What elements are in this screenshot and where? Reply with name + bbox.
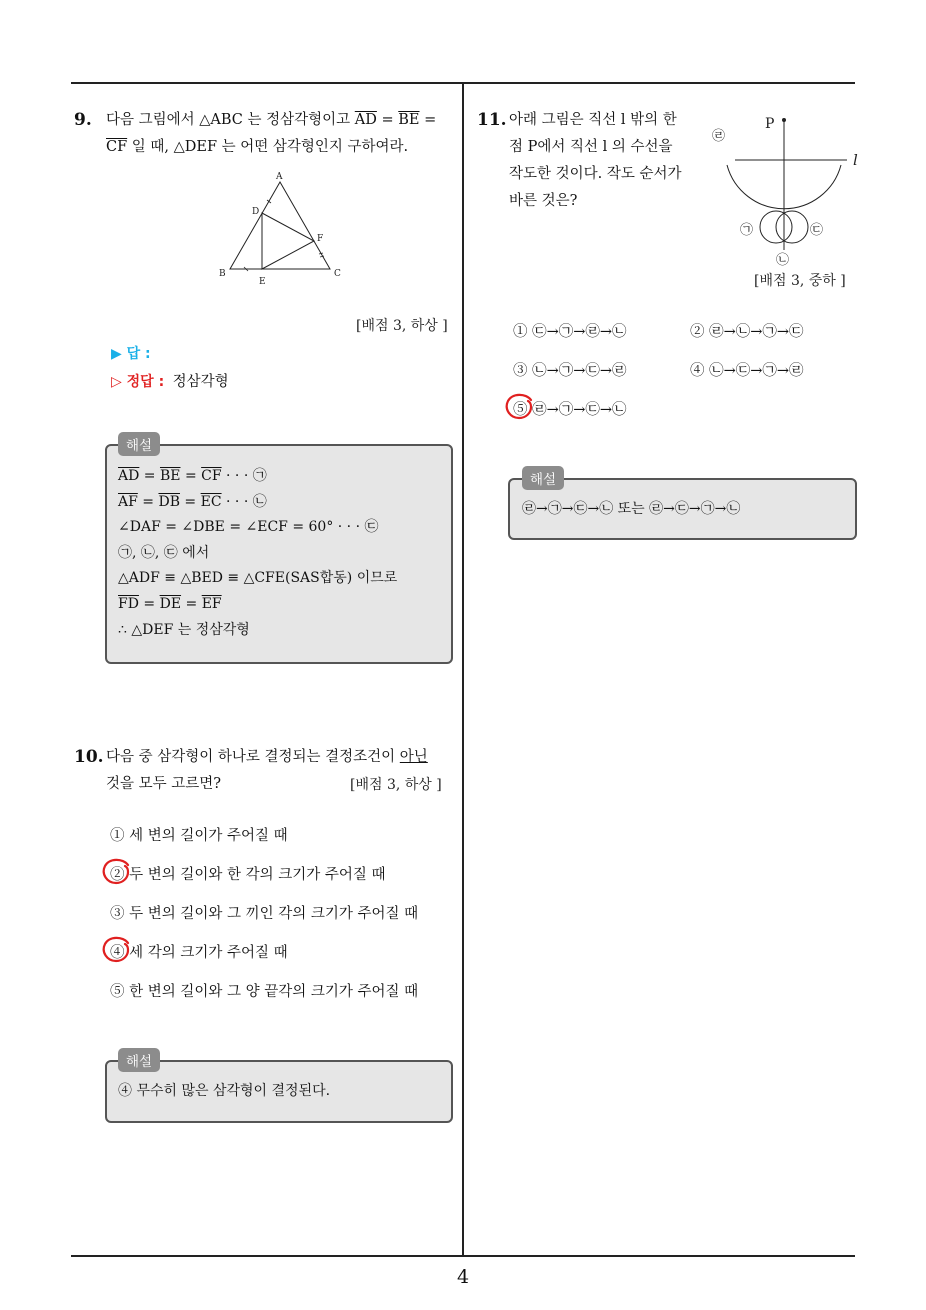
label-circled-4: ㉣ <box>712 129 726 144</box>
label-e: E <box>259 277 266 287</box>
q9-seg-ad: $\overline{AD}$ <box>354 112 377 128</box>
selected-mark-icon <box>101 935 133 965</box>
q10-choice-5[interactable]: ⑤ 한 변의 길이와 그 양 끝각의 크기가 주어질 때 <box>110 984 419 1000</box>
label-p: P <box>765 116 775 132</box>
point-p <box>782 118 786 122</box>
q11-line-2: 점 P에서 직선 l 의 수선을 <box>509 139 673 155</box>
q11-score: [배점 3, 중하 ] <box>754 273 846 289</box>
label-c: C <box>334 269 341 279</box>
q10-choice-1[interactable]: ① 세 변의 길이가 주어질 때 <box>110 828 288 844</box>
triangle-def <box>262 213 314 269</box>
q9-triangle-figure <box>210 168 350 292</box>
q10-number: 10. <box>74 747 104 767</box>
q9-explanation-tab: 해설 <box>118 432 160 456</box>
q11-explanation-text: ㉣→㉠→㉢→㉡ 또는 ㉣→㉢→㉠→㉡ <box>522 501 741 517</box>
bottom-rule <box>71 1255 855 1257</box>
q9-question <box>106 107 456 161</box>
q9-eq2: = <box>419 112 437 128</box>
explain-line-5: △ADF ≡ △BED ≡ △CFE(SAS합동) 이므로 <box>118 570 398 587</box>
q9-correct-row <box>111 370 229 391</box>
q9-explanation-text <box>118 464 397 643</box>
label-b: B <box>219 269 226 279</box>
q9-answer-label: ▶ 답 : <box>111 346 151 362</box>
q11-choice-2[interactable]: ② ㉣→㉡→㉠→㉢ <box>690 324 804 340</box>
q11-number: 11. <box>477 110 507 130</box>
q11-choice-3[interactable]: ③ ㉡→㉠→㉢→㉣ <box>513 363 627 379</box>
selected-mark-icon <box>504 392 536 422</box>
explain-line-2: $\overline{AF} = \overline{DB} = \overline{EC}$ · · · ㉡ <box>118 493 267 510</box>
q10-text-b: 것을 모두 고르면? <box>106 776 222 792</box>
q10-choice-3[interactable]: ③ 두 변의 길이와 그 끼인 각의 크기가 주어질 때 <box>110 906 419 922</box>
q11-line-1: 아래 그림은 직선 l 밖의 한 <box>509 112 677 128</box>
label-l: l <box>853 151 858 169</box>
q9-answer-row <box>111 343 151 363</box>
q9-text-b: 일 때, △DEF 는 어떤 삼각형인지 구하여라. <box>127 139 409 155</box>
q11-choice-1[interactable]: ① ㉢→㉠→㉣→㉡ <box>513 324 627 340</box>
q11-construction-figure <box>705 108 870 268</box>
q10-explanation-text: ④ 무수히 많은 삼각형이 결정된다. <box>118 1083 331 1099</box>
q9-correct-label: ▷ 정답 : <box>111 374 165 390</box>
explain-line-4: ㉠, ㉡, ㉢ 에서 <box>118 544 210 561</box>
q10-text-a: 다음 중 삼각형이 하나로 결정되는 결정조건이 <box>106 749 400 765</box>
column-divider <box>462 82 464 1257</box>
triangle-abc <box>230 182 330 269</box>
q9-eq1: = <box>376 112 399 128</box>
q10-score: [배점 3, 하상 ] <box>350 777 442 793</box>
label-circled-2: ㉡ <box>776 253 790 268</box>
label-f: F <box>317 234 324 244</box>
explain-line-3: ∠DAF = ∠DBE = ∠ECF = 60° · · · ㉢ <box>118 519 379 536</box>
label-a: A <box>276 172 283 182</box>
label-circled-1: ㉠ <box>740 223 754 238</box>
tick-mark <box>319 253 323 254</box>
q9-score: [배점 3, 하상 ] <box>356 318 448 334</box>
q11-question <box>509 107 682 215</box>
q9-seg-be: $\overline{BE}$ <box>398 112 420 128</box>
q11-line-4: 바른 것은? <box>509 193 578 209</box>
q10-text-not: 아닌 <box>399 749 428 765</box>
q11-choice-5[interactable]: ⑤ ㉣→㉠→㉢→㉡ <box>513 402 627 418</box>
page-number: 4 <box>456 1266 470 1288</box>
explain-line-6: $\overline{FD} = \overline{DE} = \overline{EF}$ <box>118 595 222 612</box>
label-circled-3: ㉢ <box>810 223 824 238</box>
label-d: D <box>252 207 260 217</box>
q10-choice-4[interactable]: ④ 세 각의 크기가 주어질 때 <box>110 945 288 961</box>
explain-line-1: $\overline{AD} = \overline{BE} = \overline{CF}$ · · · ㉠ <box>118 468 267 484</box>
q9-text-a: 다음 그림에서 △ABC 는 정삼각형이고 <box>106 112 355 128</box>
explain-line-7: ∴ △DEF 는 정삼각형 <box>118 621 250 638</box>
q9-correct-value: 정삼각형 <box>172 374 229 390</box>
q10-explanation-tab: 해설 <box>118 1048 160 1072</box>
q10-choice-2[interactable]: ② 두 변의 길이와 한 각의 크기가 주어질 때 <box>110 867 386 883</box>
q9-number: 9. <box>74 110 92 130</box>
q9-seg-cf: $\overline{CF}$ <box>106 139 128 155</box>
q11-line-3: 작도한 것이다. 작도 순서가 <box>509 166 682 182</box>
q11-choice-4[interactable]: ④ ㉡→㉢→㉠→㉣ <box>690 363 804 379</box>
q11-explanation-tab: 해설 <box>522 466 564 490</box>
selected-mark-icon <box>101 857 133 887</box>
